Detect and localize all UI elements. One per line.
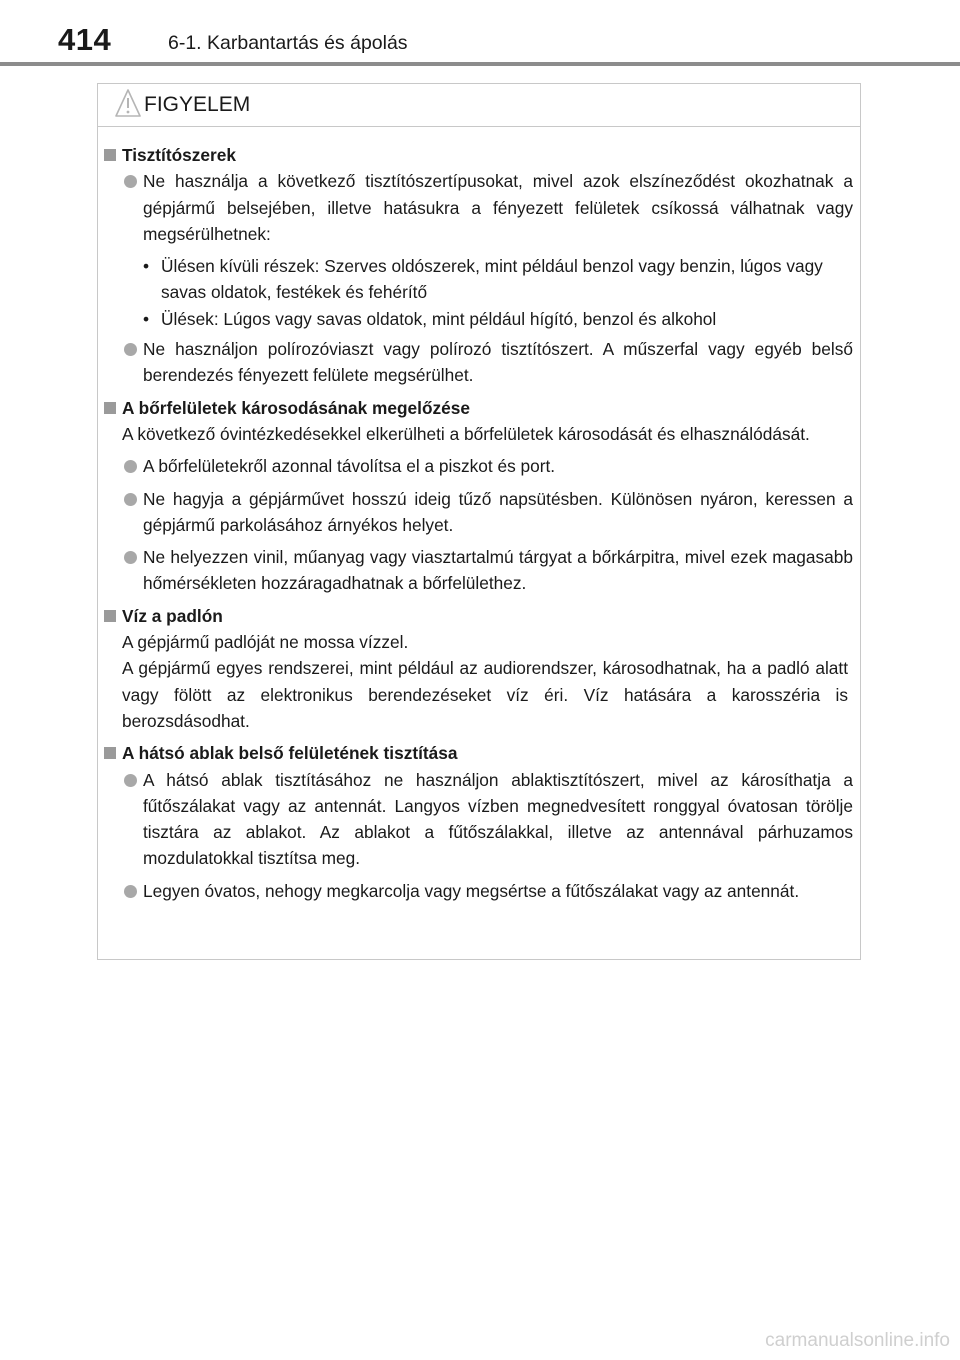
list-item-text: Ne használja a következő tisztítószertípusokat, mivel azok elszíneződést okozhatnak a gépjármű belsejében, illetve hatásukra a fényezett felületek csíkossá válhatnak vagy megsérülhetnek: bbox=[143, 171, 853, 244]
section-cleaning-agents bbox=[98, 142, 862, 389]
list-item-text: A bőrfelületekről azonnal távolítsa el a piszkot és port. bbox=[143, 456, 556, 477]
header-rule bbox=[0, 62, 960, 66]
square-bullet-icon bbox=[104, 149, 116, 161]
warning-content bbox=[98, 142, 862, 910]
list-item bbox=[98, 453, 862, 479]
list-item bbox=[98, 168, 862, 247]
list-item bbox=[98, 486, 862, 539]
sub-item-text: Ülések: Lúgos vagy savas oldatok, mint például hígító, benzol és alkohol bbox=[161, 308, 717, 329]
sub-list-item bbox=[98, 306, 862, 332]
section-heading bbox=[98, 603, 862, 629]
list-item-text: A hátsó ablak tisztításához ne használjon ablaktisztítószert, mivel az károsíthatja a fűtőszálakat vagy az antennát. Langyos vízben megnedvesített ronggyal óvatosan törölje tisztára az ablakot. Az ablakot a fűtőszálakkal, illetve az antennával párhuzamos mozdulatokkal tisztítsa meg. bbox=[143, 769, 853, 869]
section-water-on-floor bbox=[98, 603, 862, 734]
warning-box bbox=[97, 83, 861, 960]
list-item-text: Ne használjon polírozóviaszt vagy polírozó tisztítószert. A műszerfal vagy egyéb belső berendezés fényezett felülete megsérülhet. bbox=[143, 339, 853, 386]
list-item bbox=[98, 336, 862, 389]
warning-label: FIGYELEM bbox=[144, 93, 251, 116]
section-leather-care bbox=[98, 395, 862, 597]
dot-bullet: • bbox=[143, 256, 150, 277]
sub-list bbox=[98, 253, 862, 332]
section-heading-text: Tisztítószerek bbox=[122, 145, 236, 165]
list-item bbox=[98, 767, 862, 872]
list-item-text: Legyen óvatos, nehogy megkarcolja vagy megsértse a fűtőszálakat vagy az antennát. bbox=[143, 880, 800, 901]
section-heading-text: A hátsó ablak belső felületének tisztítása bbox=[122, 743, 458, 764]
list-item bbox=[98, 878, 862, 904]
circle-bullet-icon bbox=[124, 774, 137, 787]
paragraph: A gépjármű padlóját ne mossa vízzel. bbox=[122, 632, 409, 653]
section-heading-text: A bőrfelületek károsodásának megelőzése bbox=[122, 397, 471, 418]
section-heading-text: Víz a padlón bbox=[122, 605, 223, 626]
list-item-text: Ne hagyja a gépjárművet hosszú ideig tűző napsütésben. Különösen nyáron, keressen a gépjármű parkolásához árnyékos helyet. bbox=[143, 488, 853, 535]
paragraph: A gépjármű egyes rendszerei, mint például az audiorendszer, károsodhatnak, ha a padló alatt vagy fölött az elektronikus berendezéseket víz éri. Víz hatására a karosszéria is berozsdásodhat. bbox=[122, 658, 848, 731]
dot-bullet: • bbox=[143, 308, 150, 329]
sub-item-text: Ülésen kívüli részek: Szerves oldószerek, mint például benzol vagy benzin, lúgos vagy savas oldatok, festékek és fehérítő bbox=[161, 256, 823, 303]
circle-bullet-icon bbox=[124, 460, 137, 473]
page-number: 414 bbox=[58, 22, 112, 57]
sub-list-item bbox=[98, 253, 862, 306]
circle-bullet-icon bbox=[124, 343, 137, 356]
warning-triangle-icon bbox=[115, 88, 141, 123]
circle-bullet-icon bbox=[124, 493, 137, 506]
square-bullet-icon bbox=[104, 610, 116, 622]
section-title: 6-1. Karbantartás és ápolás bbox=[168, 32, 408, 54]
list-item bbox=[98, 544, 862, 597]
warning-header bbox=[98, 84, 860, 127]
list-item-text: Ne helyezzen vinil, műanyag vagy viasztartalmú tárgyat a bőrkárpitra, mivel ezek magasabb hőmérsékleten hozzáragadhatnak a bőrfelülethez. bbox=[143, 547, 853, 594]
circle-bullet-icon bbox=[124, 175, 137, 188]
section-intro: A következő óvintézkedésekkel elkerülheti a bőrfelületek károsodását és elhasználódását. bbox=[122, 423, 810, 444]
section-heading bbox=[98, 142, 862, 168]
section-heading bbox=[98, 395, 862, 421]
section-rear-window bbox=[98, 740, 862, 904]
section-heading bbox=[98, 740, 862, 766]
circle-bullet-icon bbox=[124, 885, 137, 898]
square-bullet-icon bbox=[104, 747, 116, 759]
square-bullet-icon bbox=[104, 402, 116, 414]
circle-bullet-icon bbox=[124, 551, 137, 564]
footer-watermark: carmanualsonline.info bbox=[765, 1330, 950, 1351]
